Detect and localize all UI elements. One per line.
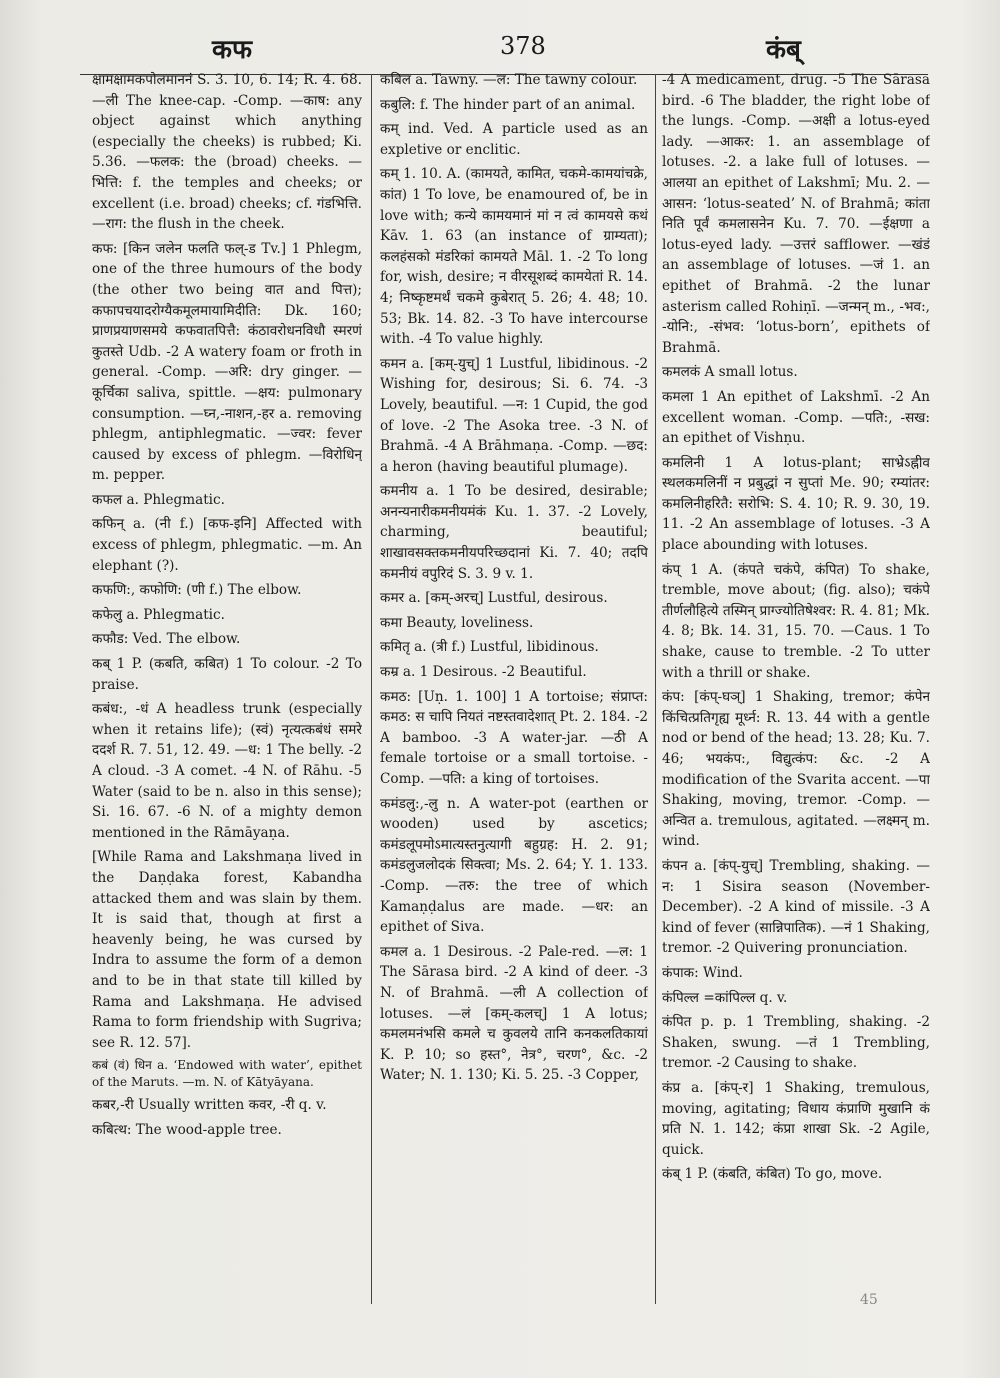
note: कबं (वं) धिन a. ‘Endowed with water’, epithet of the Maruts. —m. N. of Kātyāyana. xyxy=(92,1058,362,1090)
folio-mark: 45 xyxy=(860,1292,878,1308)
header-left-word: कफ xyxy=(212,35,253,65)
entry: कमलिनी 1 A lotus-plant; साभ्रेऽह्नीव स्थलकमलिनीं न प्रबुद्धां न सुप्तां Me. 90; रम्यांतर: कमलिनीहरितै: सरोभि: S. 4. 10; R. 9. 30, 19. 11. -2 An assemblage of lotuses. -3 A place abounding with lotuses. xyxy=(662,454,930,554)
entry: कबित्थ: The wood-apple tree. xyxy=(92,1121,282,1138)
entry: कंपिल्ल =कांपिल्ल q. v. xyxy=(662,989,788,1006)
entry: कंप: [कंप्-घञ्] 1 Shaking, tremor; कंपेन किंचित्प्रतिगृह्य मूर्ध्न: R. 13. 44 with a gentle nod or bend of the head; 13. 28; Ku. 7. 46; भयकंप:, विद्युत्कंप: &c. -2 A modification of the Svarita accent. —पा Shaking, moving, tremor. -Comp. —अन्वित a. tremulous, agitated. —लक्ष्मन् m. wind. xyxy=(662,689,930,850)
entry: कंब् 1 P. (कंबति, कंबित) To go, move. xyxy=(662,1166,883,1183)
entry: क्षामक्षामकपोलमाननं S. 3. 10, 6. 14; R. 4. 68. —ली The knee-cap. -Comp. —काष: any object against which anything (especially the cheeks) is rubbed; Ki. 5.36. —फलक: the (broad) cheeks. —भित्ति: f. the temples and cheeks; or excellent (i.e. broad) cheeks; cf. गंडभित्ति. —राग: the flush in the cheek. xyxy=(92,72,362,233)
entry: कमर a. [कम्-अरच्] Lustful, desirous. xyxy=(380,590,608,607)
entry: कफौड: Ved. The elbow. xyxy=(92,631,241,648)
entry: कमनीय a. 1 To be desired, desirable; अनन्यनारीकमनीयमंकं Ku. 1. 37. -2 Lovely, charming, beautiful; शाखावसक्तकमनीयपरिच्छदानां Ki. 7. 40; तदपि कमनीयं वपुरिदं S. 3. 9 v. 1. xyxy=(380,483,648,582)
entry: कबुलि: f. The hinder part of an animal. xyxy=(380,96,636,113)
entry: कम् 1. 10. A. (कामयते, कामित, चकमे-कामयांचक्रे, कांत) 1 To love, be enamoured of, be in love with; कन्ये कामयमानं मां न त्वं कामयसे कथं Kāv. 1. 63 (an instance of ग्राम्यता); कलहंसको मंडरिकां कामयते Māl. 1. -2 To long for, wish, desire; न वीरसूशब्दं कामयेतां R. 14. 4; निष्कृष्टमर्थं चकमे कुबेरात् 5. 26; 4. 48; 10. 53; Bk. 14. 82. -3 To have intercourse with. -4 To value highly. xyxy=(380,166,648,348)
page-number: 378 xyxy=(500,32,546,60)
header-right-word: कंब् xyxy=(766,35,801,65)
entry: -4 A medicament, drug. -5 The Sārasa bird. -6 The bladder, the right lobe of the lungs. -Comp. —अक्षी a lotus-eyed lady. —आकर: 1. an assemblage of lotuses. -2. a lake full of lotuses. —आलया an epithet of Lakshmī; Mu. 2. —आसन: ‘lotus-seated’ N. of Brahmā; कांता निति पूर्वं कमलासनेन Ku. 7. 70. —ईक्षणा a lotus-eyed lady. —उत्तरं safflower. —खंडं an assemblage of lotuses. —जं 1. an epithet of Brahmā. -2 the lunar asterism called Rohiṇī. —जन्मन् m., -भव:, -योनि:, -संभव: ‘lotus-born’, epithets of Brahmā. xyxy=(662,72,930,356)
entry: [While Rama and Lakshmaṇa lived in the Daṇḍaka forest, Kabandha attacked them and was slain by them. It is said that, though at first a heavenly being, he was cursed by Indra to assume the form of a demon and to be in that state till killed by Rama and Lakshmaṇa. He advised Rama to form friendship with Sugriva; see R. 12. 57]. xyxy=(92,849,362,1051)
entry: कंपित p. p. 1 Trembling, shaking. -2 Shaken, swung. —तं 1 Trembling, tremor. -2 Causing to shake. xyxy=(662,1014,930,1072)
column-1 xyxy=(92,70,362,1320)
entry: कबर,-री Usually written कवर, -री q. v. xyxy=(92,1097,327,1114)
entry: कमंडलु:,-लु n. A water-pot (earthen or wooden) used by ascetics; कमंडलूपमोऽमात्यस्तनुत्यागी बहुग्रह: H. 2. 91; कमंडलुजलोदकं सिक्त्वा; Ms. 2. 64; Y. 1. 133. -Comp. —तरु: the tree of which Kamaṇḍalus are made. —धर: an epithet of Siva. xyxy=(380,795,648,936)
entry: कफणि:, कफोणि: (णी f.) The elbow. xyxy=(92,582,302,599)
entry: कंपन a. [कंप्-युच्] Trembling, shaking. —न: 1 Sisira season (November-December). -2 A kind of missile. -3 A kind of fever (सान्निपातिक). —नं 1 Shaking, tremor. -2 Quivering pronunciation. xyxy=(662,857,930,957)
entry: कंप्र a. [कंप्-र] 1 Shaking, tremulous, moving, agitating; विधाय कंप्राणि मुखानि कं प्रति N. 1. 142; कंप्रा शाखा Sk. -2 Agile, quick. xyxy=(662,1079,930,1158)
entry: कबिल a. Tawny. —ल: The tawny colour. xyxy=(380,72,638,88)
column-divider xyxy=(371,74,372,1304)
entry: कबंध:, -धं A headless trunk (especially when it retains life); (स्वं) नृत्यत्कबंधं समरे ददर्श R. 7. 51, 12. 49. —ध: 1 The belly. -2 A cloud. -3 A comet. -4 N. of Rāhu. -5 Water (said to be n. also in this sense); Si. 16. 67. -6 N. of a mighty demon mentioned in the Rāmāyaṇa. xyxy=(92,701,362,841)
entry: कफेलु a. Phlegmatic. xyxy=(92,606,225,623)
entry: कफ: [किन जलेन फलति फल्-ड Tv.] 1 Phlegm, one of the three humours of the body (the other two being वात and पित्त); कफापचयादरोग्यैकमूलमायामिदीति: Dk. 160; प्राणप्रयाणसमये कफवातपित्तै: कंठावरोधनविधौ स्मरणं कुतस्ते Udb. -2 A watery foam or froth in general. -Comp. —अरि: dry ginger. —कूर्चिका saliva, spittle. —क्षय: pulmonary consumption. —घ्न,-नाशन,-हर a. removing phlegm, antiphlegmatic. —ज्वर: fever caused by excess of phlegm. —विरोधिन् m. pepper. xyxy=(92,240,362,484)
entry: कंपाक: Wind. xyxy=(662,964,743,981)
column-3 xyxy=(662,70,930,1320)
entry: कमा Beauty, loveliness. xyxy=(380,614,534,631)
column-divider xyxy=(655,74,656,1304)
entry: कब् 1 P. (कबति, कबित) 1 To colour. -2 To praise. xyxy=(92,656,362,693)
entry: कफिन् a. (नी f.) [कफ-इनि] Affected with excess of phlegm, phlegmatic. —m. An elephant (?). xyxy=(92,516,362,574)
entry: कमल a. 1 Desirous. -2 Pale-red. —ल: 1 The Sārasa bird. -2 A kind of deer. -3 N. of Brahmā. —ली A collection of lotuses. —लं [कम्-कलच्] 1 A lotus; कमलमनंभसि कमले च कुवलये तानि कनकलतिकायां K. P. 10; so हस्त°, नेत्र°, चरण°, &c. -2 Water; N. 1. 130; Ki. 5. 25. -3 Copper, xyxy=(380,943,648,1084)
entry: कम्र a. 1 Desirous. -2 Beautiful. xyxy=(380,664,587,681)
entry: कमन a. [कम्-युच्] 1 Lustful, libidinous. -2 Wishing for, desirous; Si. 6. 74. -3 Lovely, beautiful. —न: 1 Cupid, the god of love. -2 The Asoka tree. -3 N. of Brahmā. -4 A Brāhmaṇa. -Comp. —छद: a heron (having beautiful plumage). xyxy=(380,355,648,475)
entry: कमला 1 An epithet of Lakshmī. -2 An excellent woman. -Comp. —पति:, -सख: an epithet of Vishṇu. xyxy=(662,388,930,447)
column-2 xyxy=(380,70,648,1320)
page-header xyxy=(0,30,1000,70)
entry: कफल a. Phlegmatic. xyxy=(92,491,225,508)
entry: कमठ: [Uṇ. 1. 100] 1 A tortoise; संप्राप्त: कमठ: स चापि नियतं नष्टस्तवादेशात् Pt. 2. 184. -2 A bamboo. -3 A water-jar. —ठी A female tortoise or a small tortoise. -Comp. —पति: a king of tortoises. xyxy=(380,688,648,787)
entry: कमितृ a. (त्री f.) Lustful, libidinous. xyxy=(380,639,599,656)
entry: कम् ind. Ved. A particle used as an expletive or enclitic. xyxy=(380,121,648,158)
entry: कमलकं A small lotus. xyxy=(662,364,798,381)
entry: कंप् 1 A. (कंपते चकंपे, कंपित) To shake, tremble, move about; (fig. also); चकंपे तीर्णलौहित्ये तस्मिन् प्राग्ज्योतिषेश्वर: R. 4. 81; Mk. 4. 8; Bk. 14. 31, 15. 70. —Caus. 1 To shake, cause to tremble. -2 To utter with a thrill or shake. xyxy=(662,561,930,681)
